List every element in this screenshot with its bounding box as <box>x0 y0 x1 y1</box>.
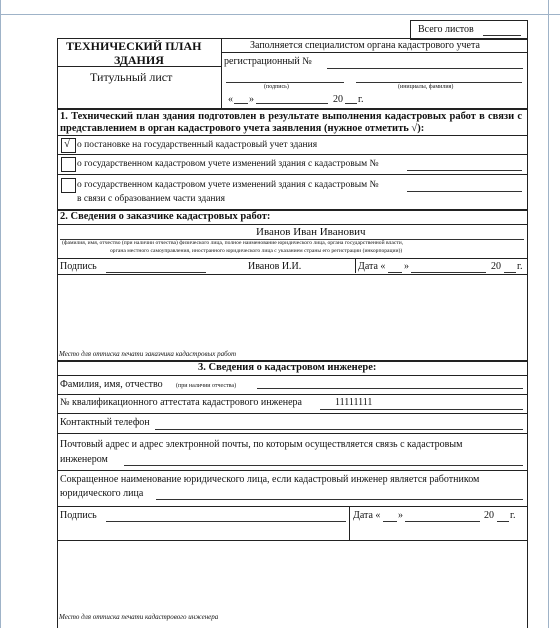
header-month-field[interactable] <box>256 103 328 104</box>
header-date-open: « <box>228 94 233 105</box>
engineer-phone-label: Контактный телефон <box>60 417 150 428</box>
signature-field[interactable] <box>226 82 344 83</box>
engineer-day-field[interactable] <box>383 521 397 522</box>
engineer-cert-divider <box>57 413 527 414</box>
client-date-divider <box>355 258 356 273</box>
option3-extra-label: в связи с образованием части здания <box>77 194 225 204</box>
engineer-org-label-2: юридического лица <box>60 488 144 499</box>
engineer-phone-divider <box>57 433 527 434</box>
specialist-note: Заполняется специалистом органа кадастрового учета <box>250 40 480 51</box>
engineer-org-field[interactable] <box>156 499 523 500</box>
engineer-month-field[interactable] <box>405 521 480 522</box>
section2-title-divider <box>57 224 527 225</box>
client-date-close: » <box>404 261 409 272</box>
client-caption-line1: (фамилия, имя, отчество (при наличии отчества) физического лица, полное наименование юридического лица, органа государственной власти, <box>62 240 404 246</box>
client-signer: Иванов И.И. <box>248 261 302 272</box>
page-frame-right <box>548 0 549 628</box>
initials-caption: (инициалы, фамилия) <box>398 84 454 90</box>
section1-title: 1. Технический план здания подготовлен в результате выполнения кадастровых работ в связи с представлением в орган кадастрового учета заявления (нужное отметить √): <box>60 111 522 134</box>
client-month-field[interactable] <box>411 272 486 273</box>
doc-title-line2: ЗДАНИЯ <box>114 53 164 67</box>
engineer-fio-field[interactable] <box>257 388 523 389</box>
option3-checkbox[interactable] <box>61 178 76 193</box>
client-year-field[interactable] <box>504 272 516 273</box>
option1-divider <box>57 154 527 155</box>
engineer-fio-label: Фамилия, имя, отчество <box>60 379 163 390</box>
engineer-phone-field[interactable] <box>155 429 523 430</box>
doc-title: ТЕХНИЧЕСКИЙ ПЛАН <box>66 39 202 53</box>
engineer-address-field[interactable] <box>124 465 523 466</box>
engineer-stamp-note: Место для оттиска печати кадастрового инженера <box>59 613 219 621</box>
option1-label: о постановке на государственный кадастровый учет здания <box>77 140 318 150</box>
section1-top-border <box>57 108 527 110</box>
reg-number-field[interactable] <box>327 68 523 69</box>
option1-checkmark: √ <box>64 138 71 150</box>
header-note-divider <box>221 52 527 53</box>
engineer-date-divider <box>349 506 350 540</box>
engineer-address-label-2: инженером <box>60 454 108 465</box>
option3-label: о государственном кадастровом учете изменений здания с кадастровым № <box>77 180 379 190</box>
engineer-cert-value: 11111111 <box>335 397 373 408</box>
total-sheets-field[interactable] <box>483 35 521 36</box>
signature-caption: (подпись) <box>264 84 289 90</box>
page-frame-left <box>0 0 1 628</box>
engineer-year-suffix: г. <box>510 510 516 521</box>
client-year-prefix: 20 <box>491 261 501 272</box>
doc-subtitle: Титульный лист <box>90 70 173 84</box>
section3-title: 3. Сведения о кадастровом инженере: <box>198 362 377 373</box>
engineer-cert-field[interactable] <box>320 409 523 410</box>
engineer-fio-divider <box>57 394 527 395</box>
engineer-year-prefix: 20 <box>484 510 494 521</box>
client-day-field[interactable] <box>388 272 402 273</box>
engineer-fio-caption: (при наличии отчества) <box>176 383 237 389</box>
header-divider <box>221 38 222 108</box>
client-date-label: Дата « <box>358 261 386 272</box>
client-signature-label: Подпись <box>60 261 97 272</box>
engineer-address-label-1: Почтовый адрес и адрес электронной почты, по которым осуществляется связь с кадастровым <box>60 439 463 450</box>
header-year-suffix: г. <box>358 94 364 105</box>
engineer-stamp-area <box>58 541 526 613</box>
reg-number-label: регистрационный № <box>224 56 312 67</box>
client-stamp-note: Место для оттиска печати заказчика кадастровых работ <box>59 350 237 358</box>
section3-title-divider <box>57 375 527 376</box>
client-caption-divider <box>57 258 527 259</box>
option2-cadastral-field[interactable] <box>407 170 522 171</box>
section2-title: 2. Сведения о заказчике кадастровых работ: <box>60 211 271 222</box>
header-date-close: » <box>249 94 254 105</box>
option3-cadastral-field[interactable] <box>407 191 522 192</box>
header-year-prefix: 20 <box>333 94 343 105</box>
client-stamp-area <box>58 275 526 355</box>
client-signature-field[interactable] <box>106 272 206 273</box>
header-year-field[interactable] <box>345 103 357 104</box>
engineer-year-field[interactable] <box>497 521 509 522</box>
engineer-address-divider <box>57 470 527 471</box>
doc-right-border <box>527 38 528 628</box>
option2-divider <box>57 174 527 175</box>
client-name: Иванов Иван Иванович <box>256 226 366 238</box>
section1-title-divider <box>57 135 527 136</box>
client-caption-line2: органа местного самоуправления, иностранного юридического лица с указанием страны его регистрации (инкорпорации)) <box>110 248 403 254</box>
engineer-signature-field[interactable] <box>106 521 346 522</box>
page-frame-top <box>0 14 560 15</box>
header-day-field[interactable] <box>234 103 248 104</box>
engineer-cert-label: № квалификационного аттестата кадастрового инженера <box>60 397 302 408</box>
option2-label: о государственном кадастровом учете изменений здания с кадастровым № <box>77 159 379 169</box>
engineer-date-label: Дата « <box>353 510 381 521</box>
engineer-date-close: » <box>398 510 403 521</box>
total-sheets-label: Всего листов <box>418 24 474 35</box>
engineer-org-divider <box>57 506 527 507</box>
initials-field[interactable] <box>356 82 522 83</box>
engineer-org-label-1: Сокращенное наименование юридического лица, если кадастровый инженер является работником <box>60 474 480 485</box>
client-year-suffix: г. <box>517 261 523 272</box>
engineer-signature-label: Подпись <box>60 510 97 521</box>
option2-checkbox[interactable] <box>61 157 76 172</box>
